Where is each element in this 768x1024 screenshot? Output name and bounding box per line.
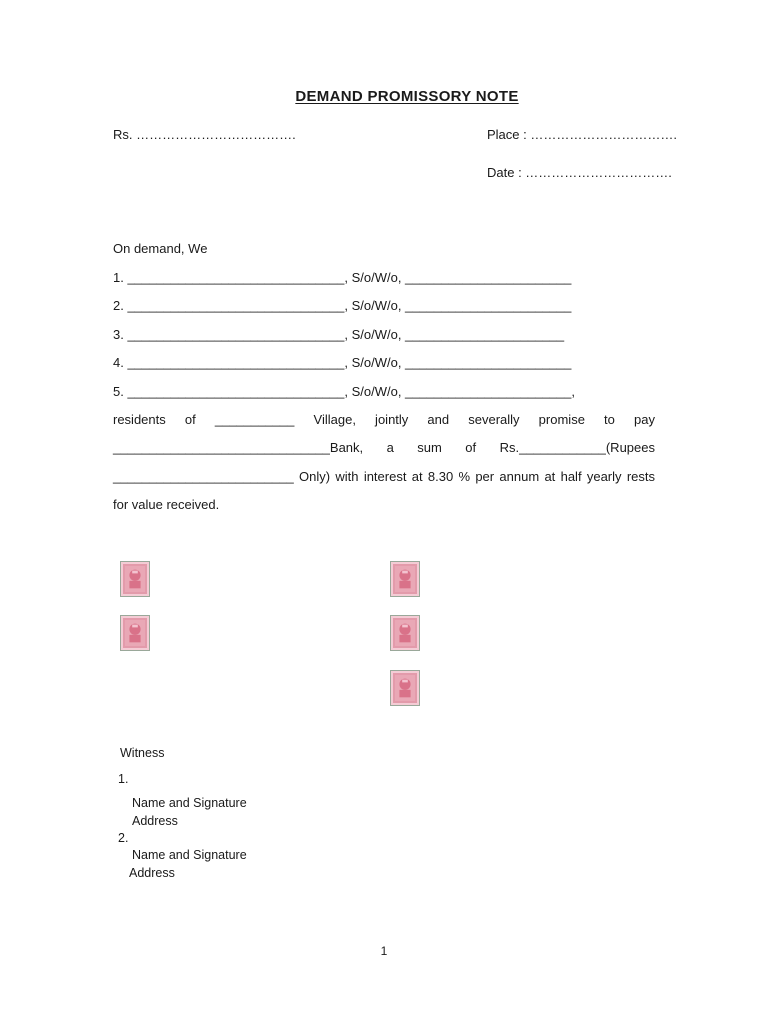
witness-1-number: 1.	[118, 772, 129, 786]
borrower-line-2: 2. ______________________________, S/o/W/o, _______________________	[113, 298, 572, 313]
intro-text: On demand, We	[113, 241, 208, 256]
borrower-line-3: 3. ______________________________, S/o/W/o, ______________________	[113, 327, 565, 342]
revenue-stamp-icon	[120, 615, 150, 651]
promise-text-line-3: _________________________ Only) with interest at 8.30 % per annum at half yearly rests	[113, 469, 655, 484]
borrower-line-5: 5. ______________________________, S/o/W/o, _______________________,	[113, 384, 575, 399]
page-number: 1	[380, 944, 388, 958]
revenue-stamp-icon	[390, 561, 420, 597]
witness-2-name-signature: Name and Signature	[132, 848, 247, 862]
witness-1-name-signature: Name and Signature	[132, 796, 247, 810]
revenue-stamp-icon	[390, 615, 420, 651]
revenue-stamp-icon	[390, 670, 420, 706]
place-field: Place : …………………………….	[487, 127, 677, 142]
date-field: Date : …………………………….	[487, 165, 672, 180]
promise-text-line-1: residents of ___________ Village, jointly and severally promise to pay	[113, 412, 655, 427]
witness-2-address: Address	[129, 866, 175, 880]
witness-1-address: Address	[132, 814, 178, 828]
borrower-line-4: 4. ______________________________, S/o/W/o, _______________________	[113, 355, 572, 370]
witness-2-number: 2.	[118, 831, 129, 845]
promise-text-line-2: ______________________________Bank, a sum of Rs.____________(Rupees	[113, 440, 655, 455]
document-title: DEMAND PROMISSORY NOTE	[295, 88, 519, 105]
witness-heading: Witness	[120, 746, 165, 760]
revenue-stamp-icon	[120, 561, 150, 597]
borrower-line-1: 1. ______________________________, S/o/W/o, _______________________	[113, 270, 572, 285]
promise-text-line-4: for value received.	[113, 497, 220, 512]
amount-field: Rs. ……………………………….	[113, 127, 296, 142]
